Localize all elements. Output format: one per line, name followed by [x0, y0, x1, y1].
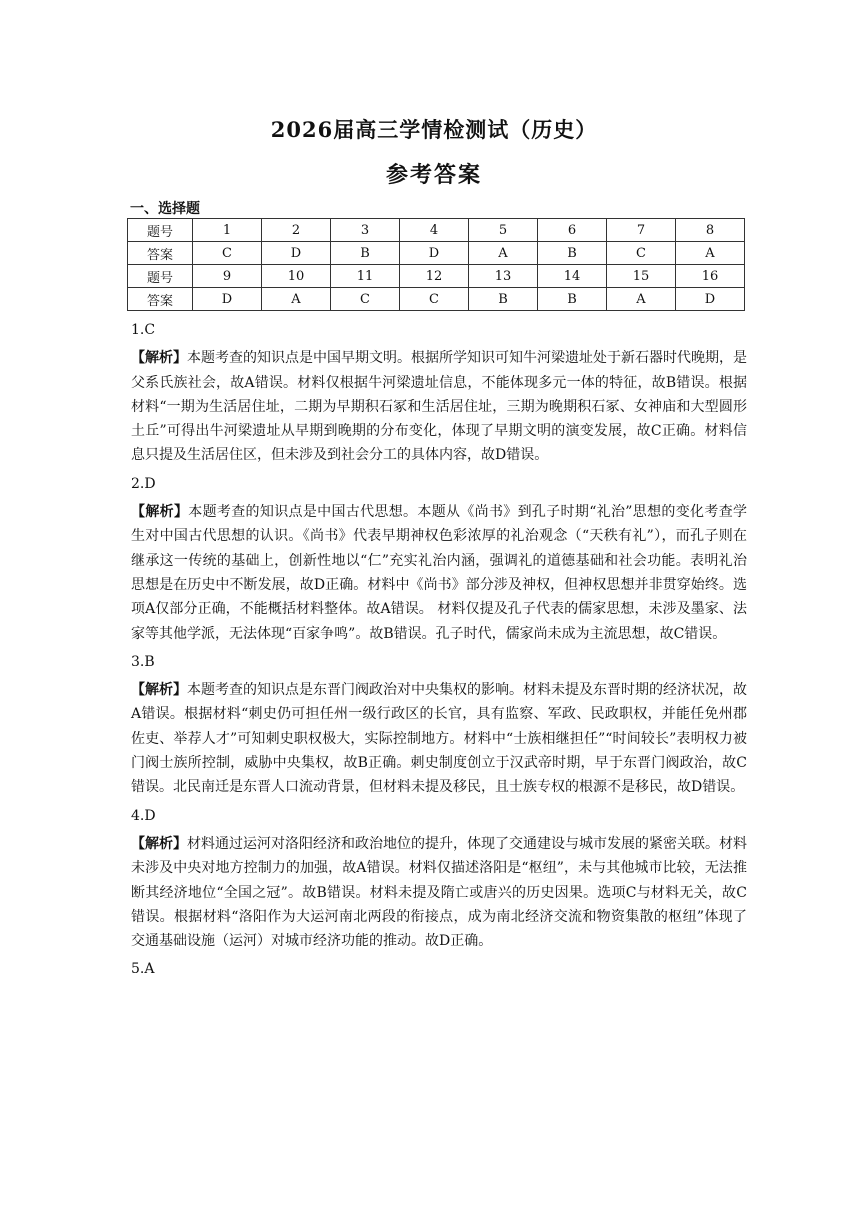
explanation-text: 本题考查的知识点是中国早期文明。根据所学知识可知牛河梁遗址处于新石器时代晚期，是父系氏族社会，故A错误。材料仅根据牛河梁遗址信息，不能体现多元一体的特征，故B错误。根据材料“一期为生活居住址，二期为早期积石冢和生活居住址，三期为晚期积石冢、女神庙和大型圆形土丘”可得出牛河梁遗址从早期到晚期的分布变化，体现了早期文明的演变发展，故C正确。材料信息只提及生活居住区，但未涉及到社会分工的具体内容，故D错误。: [131, 350, 747, 464]
question-number: 3.B: [131, 653, 155, 670]
answer-table-cell: C: [400, 288, 469, 311]
answer-table-cell: 13: [469, 265, 538, 288]
question-explanation: [131, 678, 747, 799]
explanation-text: 材料通过运河对洛阳经济和政治地位的提升，体现了交通建设与城市发展的紧密关联。材料未涉及中央对地方控制力的加强，故A错误。材料仅描述洛阳是“枢纽”，未与其他城市比较，无法推断其经济地位“全国之冠”。故B错误。材料未提及隋亡或唐兴的历史因果。选项C与材料无关，故C错误。根据材料“洛阳作为大运河南北两段的衔接点，成为南北经济交流和物资集散的枢纽”体现了交通基础设施（运河）对城市经济功能的推动。故D正确。: [131, 835, 747, 950]
explanation-text: 本题考查的知识点是东晋门阀政治对中央集权的影响。材料未提及东晋时期的经济状况，故A错误。根据材料“刺史仍可担任州一级行政区的长官，具有监察、军政、民政职权，并能任免州郡佐吏、举荐人才”可知刺史职权极大，实际控制地方。材料中“士族相继担任”“时间较长”表明权力被门阀士族所控制，威胁中央集权，故B正确。刺史制度创立于汉武帝时期，早于东晋门阀政治，故C错误。北民南迁是东晋人口流动背景，但材料未提及移民，且士族专权的根源不是移民，故D错误。: [131, 682, 747, 796]
question-number: 2.D: [131, 475, 156, 492]
analysis-tag: 【解析】: [131, 504, 189, 521]
answer-table-cell: 7: [607, 219, 676, 242]
answer-table-cell: D: [262, 242, 331, 265]
answer-table-row: [128, 219, 745, 242]
explanation-text: 本题考查的知识点是中国古代思想。本题从《尚书》到孔子时期“礼治”思想的变化考查学生对中国古代思想的认识。《尚书》代表早期神权色彩浓厚的礼治观念（“天秩有礼”），而孔子则在继承这一传统的基础上，创新性地以“仁”充实礼治内涵，强调礼的道德基础和社会功能。表明礼治思想是在历史中不断发展，故D正确。材料中《尚书》部分涉及神权，但神权思想并非贯穿始终。选项A仅部分正确，不能概括材料整体。故A错误。 材料仅提及孔子代表的儒家思想，未涉及墨家、法家等其他学派，无法体现“百家争鸣”。故B错误。孔子时代，儒家尚未成为主流思想，故C错误。: [131, 504, 748, 642]
question-number: 1.C: [131, 322, 156, 338]
answer-table-row: [128, 242, 745, 265]
question-explanation: [131, 500, 747, 646]
question-explanation: [131, 832, 747, 953]
question-number: 4.D: [131, 807, 156, 824]
answer-table-cell: D: [400, 242, 469, 265]
answer-table-cell: C: [331, 288, 400, 311]
answer-table-cell: B: [538, 242, 607, 265]
analysis-tag: 【解析】: [131, 350, 187, 367]
answer-table-cell: 1: [193, 219, 262, 242]
analysis-tag: 【解析】: [131, 682, 187, 699]
question-number: 5.A: [131, 961, 155, 978]
answer-table-row: [128, 288, 745, 311]
question-explanation: [131, 346, 747, 467]
answer-table-cell: 5: [469, 219, 538, 242]
answer-table-cell: A: [676, 242, 745, 265]
answer-table-cell: 15: [607, 265, 676, 288]
answer-table-cell: 10: [262, 265, 331, 288]
answer-table-cell: B: [331, 242, 400, 265]
answer-table-cell: 3: [331, 219, 400, 242]
page-title: 2026届高三学情检测试（历史）: [270, 117, 598, 142]
answer-table-cell: A: [262, 288, 331, 311]
answer-table-row-label: 答案: [128, 242, 193, 265]
answer-table: [127, 218, 745, 311]
answer-table-cell: 12: [400, 265, 469, 288]
answer-table-cell: 2: [262, 219, 331, 242]
answer-table-cell: 14: [538, 265, 607, 288]
answer-table-row-label: 题号: [128, 219, 193, 242]
answer-table-cell: 4: [400, 219, 469, 242]
answer-table-cell: 11: [331, 265, 400, 288]
answer-table-row-label: 答案: [128, 288, 193, 311]
answer-table-row-label: 题号: [128, 265, 193, 288]
answer-table-cell: 6: [538, 219, 607, 242]
explanations: [131, 318, 747, 986]
answer-table-cell: 9: [193, 265, 262, 288]
answer-table-cell: C: [193, 242, 262, 265]
answer-table-cell: A: [469, 242, 538, 265]
answer-table-cell: C: [607, 242, 676, 265]
analysis-tag: 【解析】: [131, 835, 187, 852]
answer-table-cell: B: [469, 288, 538, 311]
answer-table-row: [128, 265, 745, 288]
page-subtitle: 参考答案: [385, 162, 482, 188]
answer-table-cell: B: [538, 288, 607, 311]
answer-table-cell: 8: [676, 219, 745, 242]
answer-table-cell: A: [607, 288, 676, 311]
answer-table-cell: D: [193, 288, 262, 311]
answer-table-cell: 16: [676, 265, 745, 288]
section-heading: 一、选择题: [130, 201, 200, 217]
answer-table-cell: D: [676, 288, 745, 311]
